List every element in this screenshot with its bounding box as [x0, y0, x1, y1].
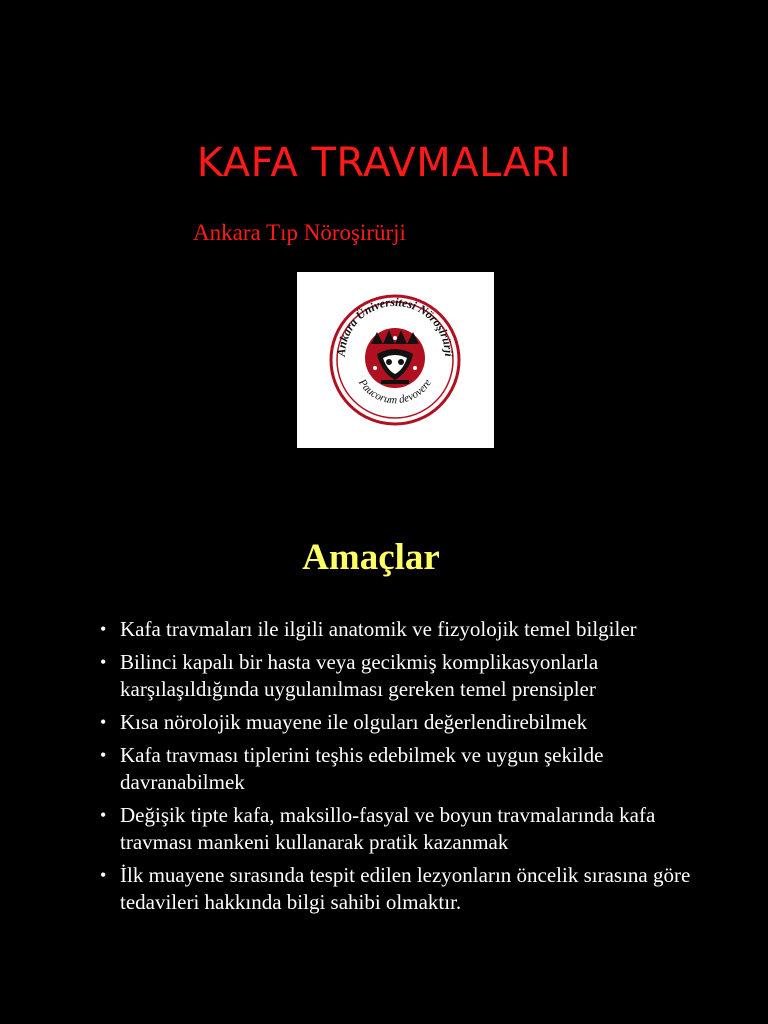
- list-item: [100, 802, 720, 856]
- objective-text: Kafa travması tiplerini teşhis edebilmek ve uygun şekilde davranabilmek: [120, 743, 604, 794]
- bullet-icon: •: [100, 745, 107, 765]
- objective-text: Kafa travmaları ile ilgili anatomik ve fizyolojik temel bilgiler: [120, 617, 637, 641]
- seal-emblem: [365, 328, 425, 388]
- list-item: [100, 742, 720, 796]
- list-item: [100, 862, 720, 916]
- objective-text: İlk muayene sırasında tespit edilen lezyonların öncelik sırasına göre tedavileri hakkında bilgi sahibi olmaktır.: [120, 863, 691, 914]
- objective-text: Kısa nörolojik muayene ile olguları değerlendirebilmek: [120, 710, 588, 734]
- university-logo: [297, 272, 494, 448]
- bullet-icon: •: [100, 712, 107, 732]
- ankara-university-seal-icon: [297, 272, 494, 448]
- slide-subtitle: Ankara Tıp Nöroşirürji: [193, 220, 406, 245]
- seal-text-bottom: Paucorum devovere: [355, 377, 435, 407]
- slide-title: KAFA TRAVMALARI: [196, 140, 572, 186]
- list-item: [100, 649, 720, 703]
- seal-text-top: Ankara Üniversitesi Nöroşirürji: [333, 294, 457, 357]
- objective-text: Değişik tipte kafa, maksillo-fasyal ve boyun travmalarında kafa travması mankeni kullanarak pratik kazanmak: [120, 803, 656, 854]
- bullet-icon: •: [100, 805, 107, 825]
- bullet-icon: •: [100, 619, 107, 639]
- objective-text: Bilinci kapalı bir hasta veya gecikmiş komplikasyonlarla karşılaşıldığında uygulanılması gereken temel prensipler: [120, 650, 599, 701]
- objectives-heading: Amaçlar: [302, 537, 440, 578]
- bullet-icon: •: [100, 865, 107, 885]
- list-item: [100, 709, 720, 736]
- list-item: [100, 616, 720, 643]
- objectives-list: [100, 616, 720, 922]
- bullet-icon: •: [100, 652, 107, 672]
